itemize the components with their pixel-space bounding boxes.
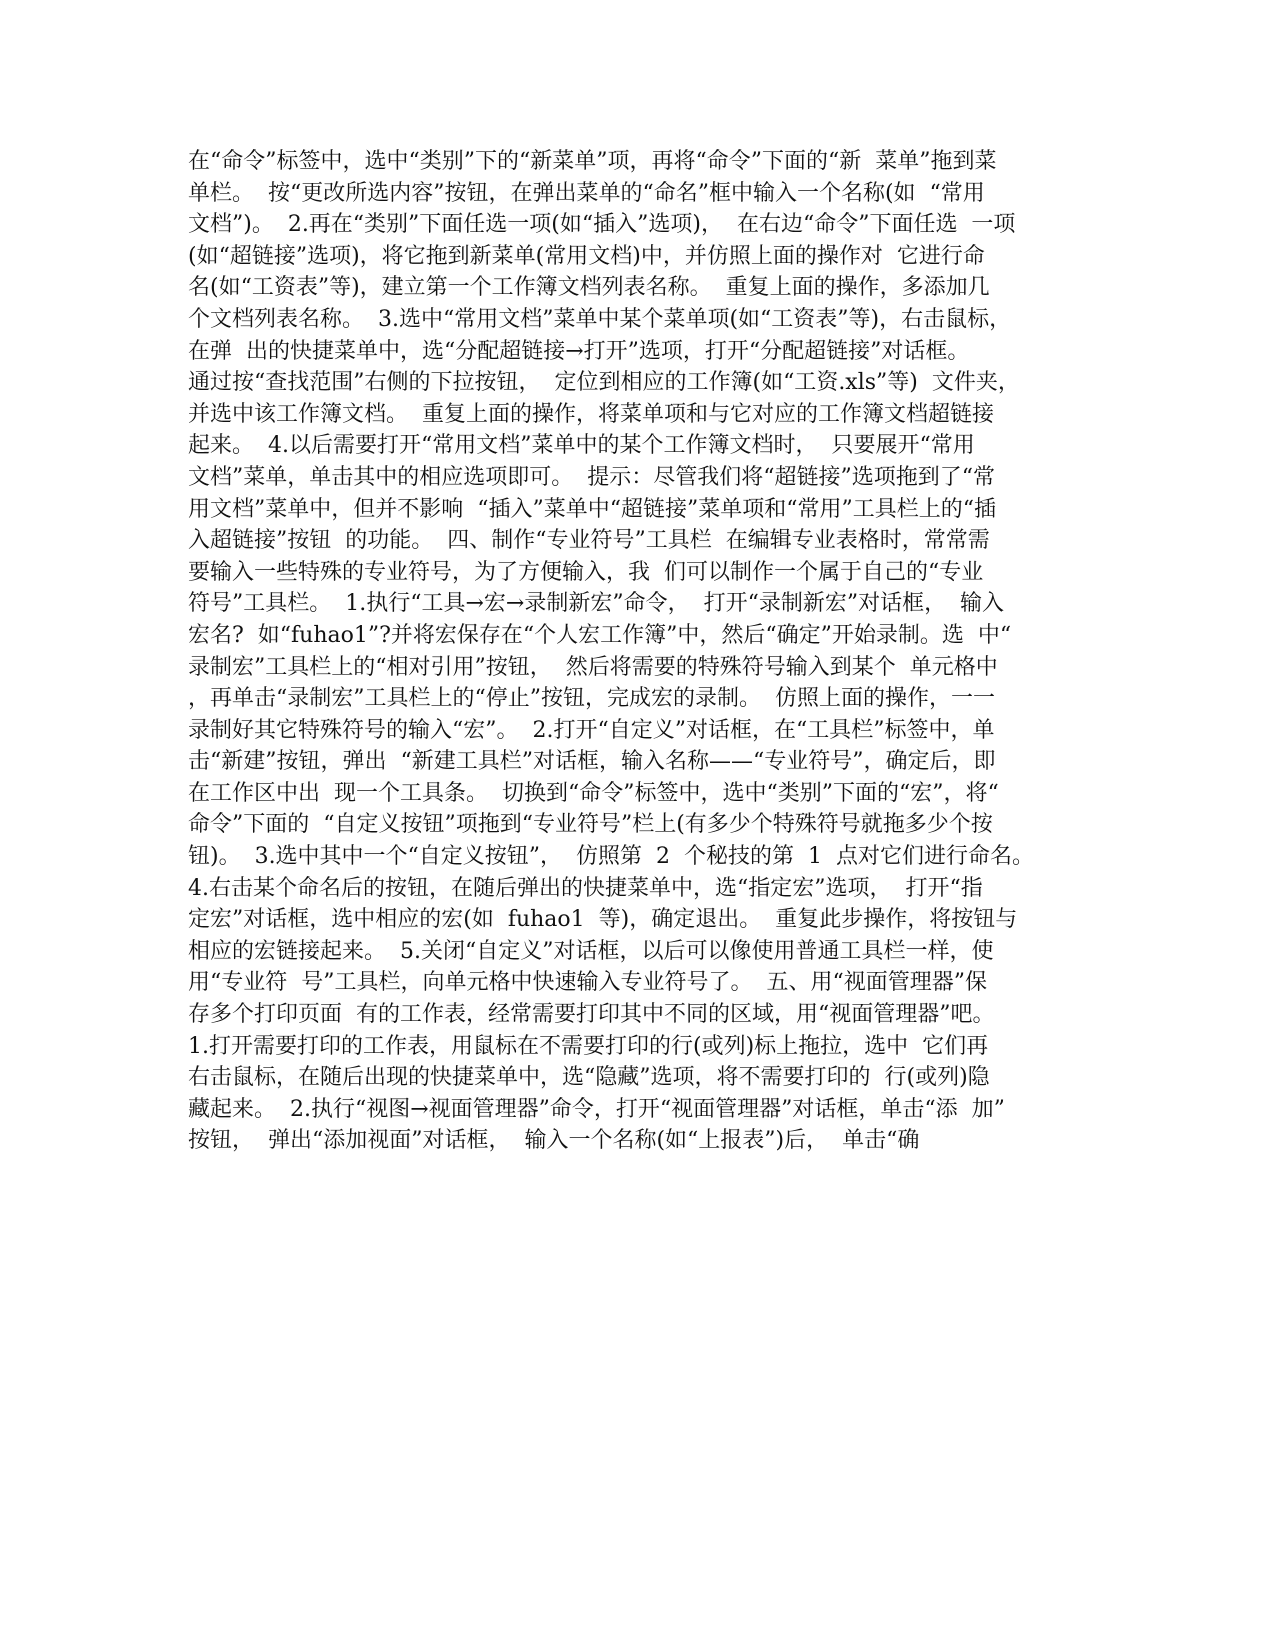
text-line: 文档”)。 2.再在“类别”下面任选一项(如“插入”选项)， 在右边“命令”下面任选 一项 <box>188 212 1016 238</box>
text-line: 录制宏”工具栏上的“相对引用”按钮， 然后将需要的特殊符号输入到某个 单元格中 <box>188 654 998 680</box>
text-line: 藏起来。 2.执行“视图→视面管理器”命令，打开“视面管理器”对话框，单击“添 加” <box>188 1096 1005 1122</box>
text-line: 名(如“工资表”等)，建立第一个工作簿文档列表名称。 重复上面的操作，多添加几 <box>188 275 990 301</box>
text-line: 按钮， 弹出“添加视面”对话框， 输入一个名称(如“上报表”)后， 单击“确 <box>188 1128 920 1154</box>
text-line: 用文档”菜单中，但并不影响 “插入”菜单中“超链接”菜单项和“常用”工具栏上的“插 <box>188 496 996 522</box>
text-line: 录制好其它特殊符号的输入“宏”。 2.打开“自定义”对话框，在“工具栏”标签中，单 <box>188 717 995 743</box>
text-line: 4.右击某个命名后的按钮，在随后弹出的快捷菜单中，选“指定宏”选项， 打开“指 <box>188 875 983 901</box>
text-line: 存多个打印页面 有的工作表，经常需要打印其中不同的区域，用“视面管理器”吧。 <box>188 1002 995 1028</box>
text-line: 并选中该工作簿文档。 重复上面的操作，将菜单项和与它对应的工作簿文档超链接 <box>188 401 994 427</box>
text-line: (如“超链接”选项)，将它拖到新菜单(常用文档)中，并仿照上面的操作对 它进行命 <box>188 243 985 269</box>
text-line: 文档”菜单，单击其中的相应选项即可。 提示：尽管我们将“超链接”选项拖到了“常 <box>188 464 995 490</box>
text-line: 通过按“查找范围”右侧的下拉按钮， 定位到相应的工作簿(如“工资.xls”等) 文件夹， <box>188 370 1020 396</box>
text-line: ，再单击“录制宏”工具栏上的“停止”按钮，完成宏的录制。 仿照上面的操作，一一 <box>188 686 995 712</box>
text-line: 击“新建”按钮，弹出 “新建工具栏”对话框，输入名称——“专业符号”，确定后，即 <box>188 749 996 775</box>
text-line: 符号”工具栏。 1.执行“工具→宏→录制新宏”命令， 打开“录制新宏”对话框， 输入 <box>188 591 1005 617</box>
text-line: 相应的宏链接起来。 5.关闭“自定义”对话框，以后可以像使用普通工具栏一样，使 <box>188 938 994 964</box>
text-line: 单栏。 按“更改所选内容”按钮，在弹出菜单的“命名”框中输入一个名称(如 “常用 <box>188 180 985 206</box>
text-line: 右击鼠标，在随后出现的快捷菜单中，选“隐藏”选项，将不需要打印的 行(或列)隐 <box>188 1065 990 1091</box>
body-text <box>188 146 1088 1157</box>
text-line: 命令”下面的 “自定义按钮”项拖到“专业符号”栏上(有多少个特殊符号就拖多少个按 <box>188 812 993 838</box>
text-line: 用“专业符 号”工具栏，向单元格中快速输入专业符号了。 五、用“视面管理器”保 <box>188 970 987 996</box>
text-line: 1.打开需要打印的工作表，用鼠标在不需要打印的行(或列)标上拖拉，选中 它们再 <box>188 1033 989 1059</box>
text-line: 定宏”对话框，选中相应的宏(如 fuhao1 等)，确定退出。 重复此步操作，将按钮与 <box>188 907 1018 933</box>
text-line: 在弹 出的快捷菜单中，选“分配超链接→打开”选项，打开“分配超链接”对话框。 <box>188 338 970 364</box>
text-line: 起来。 4.以后需要打开“常用文档”菜单中的某个工作簿文档时， 只要展开“常用 <box>188 433 975 459</box>
text-line: 钮)。 3.选中其中一个“自定义按钮”， 仿照第 2 个秘技的第 1 点对它们进行命名。 <box>188 844 1034 870</box>
text-line: 在工作区中出 现一个工具条。 切换到“命令”标签中，选中“类别”下面的“宏”，将“ <box>188 780 999 806</box>
text-line: 个文档列表名称。 3.选中“常用文档”菜单中某个菜单项(如“工资表”等)，右击鼠标， <box>188 306 1012 332</box>
text-line: 要输入一些特殊的专业符号，为了方便输入，我 们可以制作一个属于自己的“专业 <box>188 559 984 585</box>
text-line: 在“命令”标签中，选中“类别”下的“新菜单”项，再将“命令”下面的“新 菜单”拖到菜 <box>188 149 997 174</box>
text-line: 宏名? 如“fuhao1”?并将宏保存在“个人宏工作簿”中，然后“确定”开始录制。选 中“ <box>188 622 1012 648</box>
text-line: 入超链接”按钮 的功能。 四、制作“专业符号”工具栏 在编辑专业表格时，常常需 <box>188 528 990 554</box>
